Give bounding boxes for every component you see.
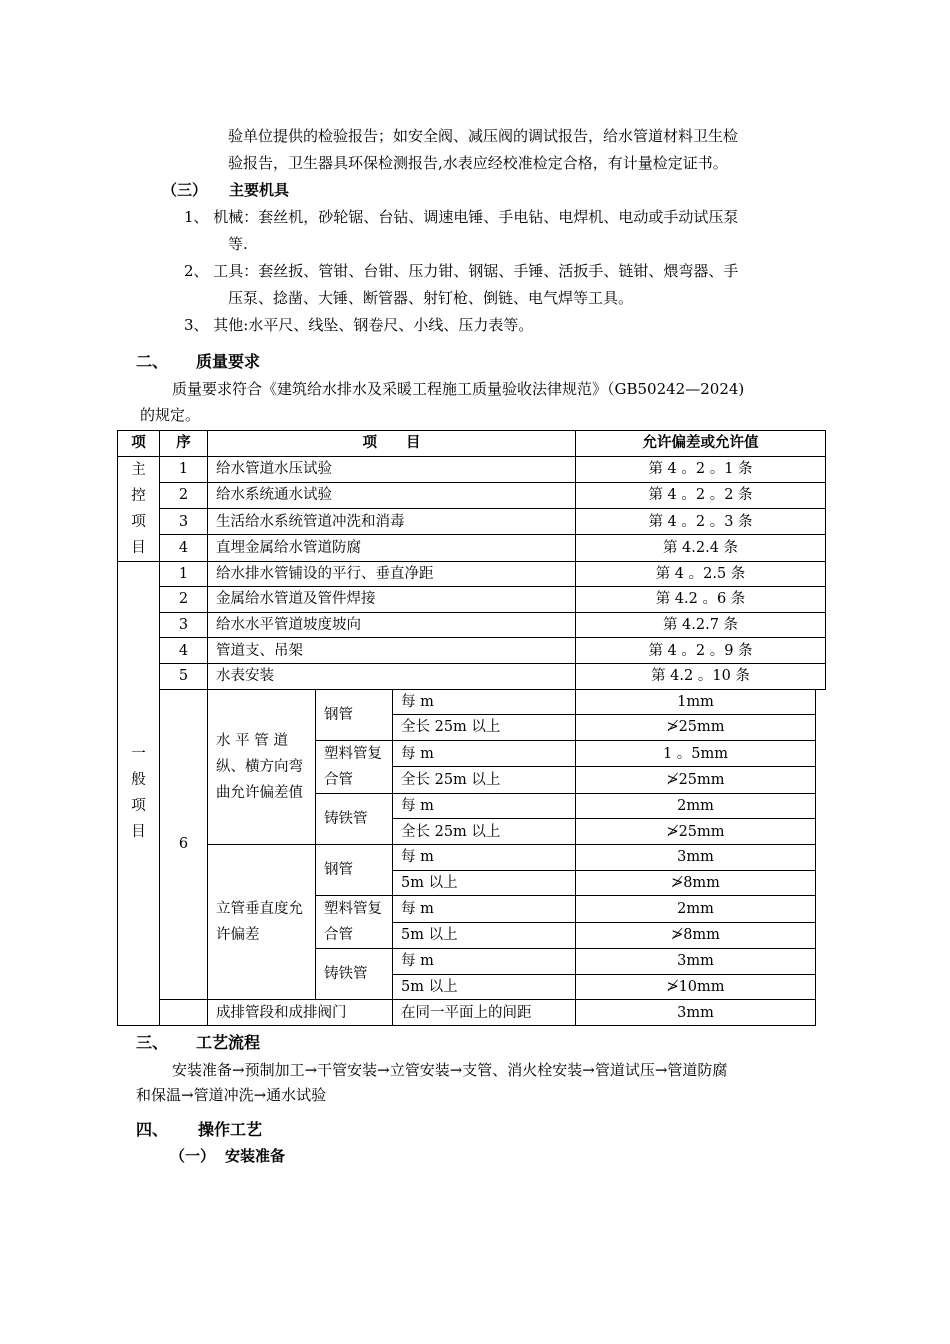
row-item: 水表安装 [208,663,576,689]
header-item: 项 目 [208,431,576,457]
process-heading [136,1033,260,1053]
cond: 5m 以上 [393,870,576,896]
table-row [118,456,826,482]
row-item: 给水系统通水试验 [208,482,576,508]
cond: 全长 25m 以上 [393,819,576,845]
row-no-empty [160,1000,208,1026]
operation-subheading [170,1146,285,1166]
val: 1mm [576,689,816,715]
cond: 每 m [393,793,576,819]
row-item: 金属给水管道及管件焊接 [208,587,576,613]
row-no: 3 [160,509,208,535]
val: ≯25mm [576,715,816,741]
val: ≯25mm [576,767,816,794]
val: 3mm [576,1000,816,1026]
table-spacer [816,689,826,1025]
tools-heading-number: （三） [162,181,208,199]
tools-heading-title: 主要机具 [229,181,290,199]
cond: 每 m [393,740,576,767]
row-no: 4 [160,535,208,561]
table-row [118,587,826,613]
row-no: 2 [160,587,208,613]
row-item: 给水管道水压试验 [208,456,576,482]
operation-heading-title: 操作工艺 [198,1120,263,1139]
val: ≯8mm [576,870,816,896]
process-line-1: 安装准备→预制加工→干管安装→立管安装→支管、消火栓安装→管道试压→管道防腐 [172,1061,728,1079]
group-general [118,561,160,1025]
pipe-type-plastic: 塑料管复合管 [316,896,393,949]
val: 2mm [576,793,816,819]
tools-item-3: 3、 其他:水平尺、线坠、钢卷尺、小线、压力表等。 [184,316,534,334]
val: ≯8mm [576,922,816,949]
row-item: 成排管段和成排阀门 [208,1000,393,1026]
table-row [118,663,826,689]
quality-heading [136,352,260,372]
table-row [118,535,826,561]
table-row [118,482,826,508]
cond: 5m 以上 [393,974,576,1000]
quality-heading-number: 二、 [136,352,169,371]
val: 1 。5mm [576,740,816,767]
table-row [118,561,826,587]
table-header-row [118,431,826,457]
row-value: 第 4 。2 。9 条 [576,638,826,664]
row-item: 管道支、吊架 [208,638,576,664]
quality-paragraph-line-2: 的规定。 [140,406,201,424]
table-row [118,1000,826,1026]
val: 3mm [576,949,816,975]
row-value: 第 4.2.4 条 [576,535,826,561]
row-no: 2 [160,482,208,508]
tools-item-2: 2、 工具：套丝扳、管钳、台钳、压力钳、钢锯、手锤、活扳手、链钳、煨弯器、手 [184,262,739,280]
row-value: 第 4.2 。10 条 [576,663,826,689]
intro-line-2: 验报告，卫生器具环保检测报告,水表应经校准检定合格，有计量检定证书。 [228,154,728,172]
process-heading-number: 三、 [136,1033,169,1052]
val: 3mm [576,844,816,870]
row-value: 第 4.2.7 条 [576,612,826,638]
row-no: 5 [160,663,208,689]
row-item: 给水水平管道坡度坡向 [208,612,576,638]
row-value: 第 4 。2 。1 条 [576,456,826,482]
row-no: 4 [160,638,208,664]
row-item: 直埋金属给水管道防腐 [208,535,576,561]
row-value: 第 4 。2 。3 条 [576,509,826,535]
tools-item-2-cont: 压泵、捻凿、大锤、断管器、射钉枪、倒链、电气焊等工具。 [228,289,634,307]
cond: 每 m [393,689,576,715]
process-heading-title: 工艺流程 [196,1033,261,1052]
table-row [118,638,826,664]
cond: 全长 25m 以上 [393,767,576,794]
header-value: 允许偏差或允许值 [576,431,826,457]
table-row [118,844,826,870]
tools-item-1-cont: 等. [228,235,248,253]
table-row [118,612,826,638]
val: ≯10mm [576,974,816,1000]
header-category: 项 [118,431,160,457]
cond: 全长 25m 以上 [393,715,576,741]
table-row [118,509,826,535]
cond: 每 m [393,844,576,870]
pipe-type-iron: 铸铁管 [316,949,393,1000]
row-no: 3 [160,612,208,638]
pipe-type-iron: 铸铁管 [316,793,393,844]
operation-heading-number: 四、 [136,1120,169,1139]
header-seq: 序 [160,431,208,457]
horizontal-tolerance-label: 水 平 管 道纵、横方向弯曲允许偏差值 [208,689,316,844]
group-main-control [118,456,160,561]
process-line-2: 和保温→管道冲洗→通水试验 [136,1086,327,1104]
row-value: 第 4 。2 。2 条 [576,482,826,508]
group-general-label: 一般项目 [131,746,146,841]
val: ≯25mm [576,819,816,845]
pipe-type-steel: 钢管 [316,689,393,740]
row-no: 6 [160,689,208,1000]
val: 2mm [576,896,816,923]
cond: 每 m [393,896,576,923]
tools-item-1: 1、 机械：套丝机，砂轮锯、台钻、调速电锤、手电钻、电焊机、电动或手动试压泵 [184,208,739,226]
tools-heading [162,180,289,200]
intro-line-1: 验单位提供的检验报告；如安全阀、减压阀的调试报告，给水管道材料卫生检 [228,127,739,145]
vertical-tolerance-label: 立管垂直度允许偏差 [208,844,316,999]
row-item: 给水排水管铺设的平行、垂直净距 [208,561,576,587]
pipe-type-plastic: 塑料管复合管 [316,740,393,793]
cond: 每 m [393,949,576,975]
row-item: 生活给水系统管道冲洗和消毒 [208,509,576,535]
row-no: 1 [160,561,208,587]
operation-subheading-title: 安装准备 [225,1147,286,1165]
quality-heading-title: 质量要求 [196,352,261,371]
cond: 5m 以上 [393,922,576,949]
quality-paragraph-line-1: 质量要求符合《建筑给水排水及采暖工程施工质量验收法律规范》（GB50242—2024) [172,380,745,398]
row-value: 第 4 。2.5 条 [576,561,826,587]
table-row [118,689,826,715]
operation-heading [136,1120,262,1140]
cond: 在同一平面上的间距 [393,1000,576,1026]
row-no: 1 [160,456,208,482]
row-value: 第 4.2 。6 条 [576,587,826,613]
group-main-label: 主控项目 [131,461,146,556]
quality-table [117,430,826,1026]
operation-subheading-number: （一） [170,1147,216,1165]
pipe-type-steel: 钢管 [316,844,393,895]
